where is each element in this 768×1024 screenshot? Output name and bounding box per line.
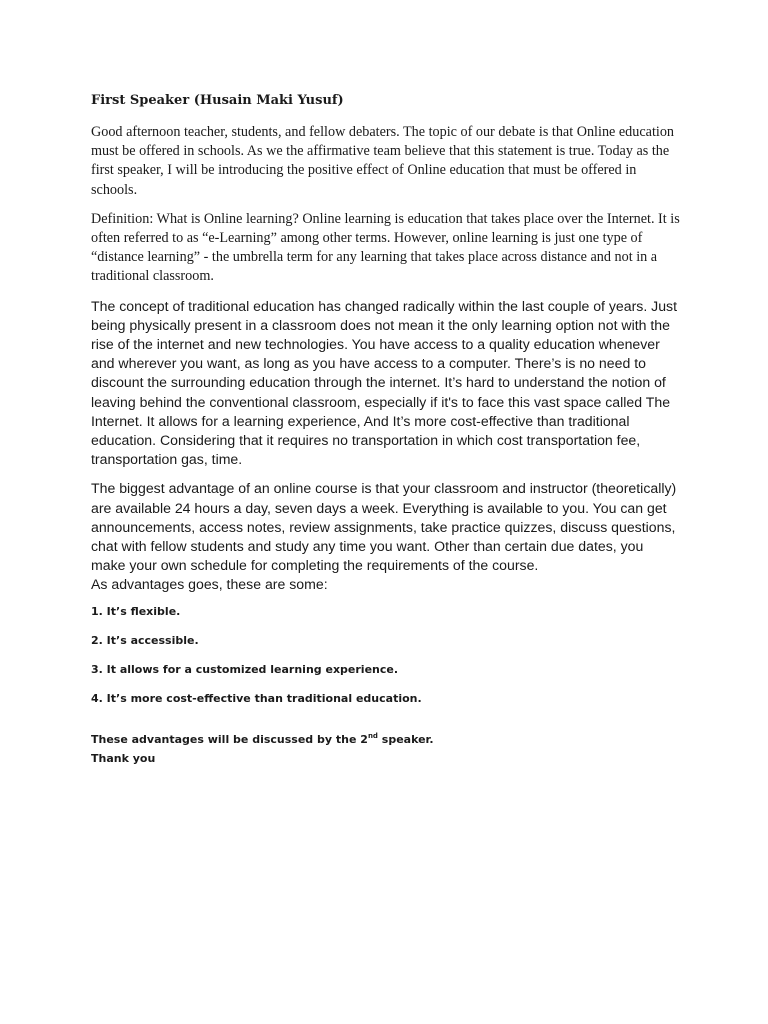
closing-text-end: speaker. xyxy=(377,732,434,746)
concept-paragraph: The concept of traditional education has changed radically within the last couple of years. Just being physically present in a classroom does not mean it the only learning option not with the rise of the internet and new technologies. You have access to a quality education whenever and wherever you want, as long as you have access to a computer. There’s is no need to discount the surrounding education through the internet. It’s hard to understand the notion of leaving behind the conventional classroom, especially if it's to face this vast space called The Internet. It allows for a learning experience, And It’s more cost-effective than traditional education. Considering that it requires no transportation in which cost transportation fee, transportation gas, time. xyxy=(91,297,678,468)
closing-statement xyxy=(91,730,681,749)
document-page xyxy=(91,92,681,768)
advantage-item: 2. It’s accessible. xyxy=(91,633,199,647)
intro-paragraph: Good afternoon teacher, students, and fellow debaters. The topic of our debate is that Online education must be offered in schools. As we the affirmative team believe that this statement is true. Today as the first speaker, I will be introducing the positive effect of Online education that must be offered in schools. xyxy=(91,124,675,198)
definition-paragraph: Definition: What is Online learning? Online learning is education that takes place over the Internet. It is often referred to as “e-Learning” among other terms. However, online learning is just one type of “distance learning” - the umbrella term for any learning that takes place across distance and not in a traditional classroom. xyxy=(91,210,680,285)
ordinal-superscript: nd xyxy=(367,731,378,740)
advantage-item: 4. It’s more cost-effective than traditional education. xyxy=(91,691,422,705)
closing-text-start: These advantages will be discussed by the 2 xyxy=(91,732,368,746)
advantage-item: 3. It allows for a customized learning experience. xyxy=(91,662,399,676)
advantage-item: 1. It’s flexible. xyxy=(91,604,181,618)
closing-block xyxy=(91,730,681,768)
advantages-lead-in: As advantages goes, these are some: xyxy=(91,576,328,593)
document-title: First Speaker (Husain Maki Yusuf) xyxy=(91,93,344,108)
advantage-paragraph: The biggest advantage of an online course is that your classroom and instructor (theoretically) are available 24 hours a day, seven days a week. Everything is available to you. You can get announcements, access notes, review assignments, take practice quizzes, discuss questions, chat with fellow students and study any time you want. Other than certain due dates, you make your own schedule for completing the requirements of the course. xyxy=(91,480,677,574)
advantages-list xyxy=(91,605,681,706)
thank-you-line: Thank you xyxy=(91,751,156,765)
